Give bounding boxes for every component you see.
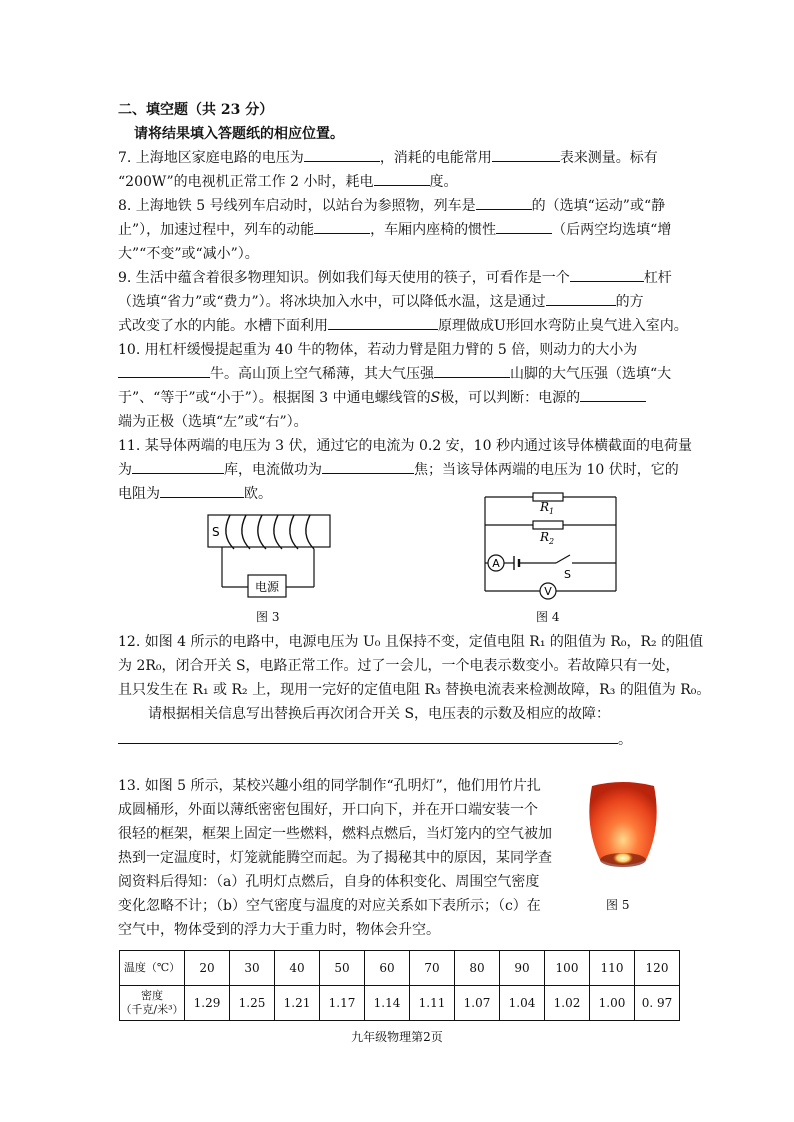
text: 欧。 xyxy=(244,486,272,502)
temperature-cell: 120 xyxy=(635,951,680,986)
question-10-line-3 xyxy=(118,388,646,408)
temperature-cell: 30 xyxy=(230,951,275,986)
answer-blank[interactable] xyxy=(160,484,244,498)
temperature-cell: 70 xyxy=(410,951,455,986)
figure-5-sky-lantern-image xyxy=(578,778,668,878)
temperature-density-table xyxy=(119,950,680,1021)
text: 8. 上海地铁 5 号线列车启动时，以站台为参照物，列车是 xyxy=(118,198,476,214)
switch-s-label: S xyxy=(564,568,571,581)
resistor-r2 xyxy=(533,521,563,529)
text: 7. 上海地区家庭电路的电压为 xyxy=(118,150,304,166)
density-cell: 1.29 xyxy=(185,986,230,1021)
question-10-line-2 xyxy=(118,364,671,384)
text: “200W”的电视机正常工作 2 小时，耗电 xyxy=(118,174,374,190)
text: 牛。高山顶上空气稀薄，其大气压强 xyxy=(210,366,434,382)
density-cell: 1.02 xyxy=(545,986,590,1021)
text: 杠杆 xyxy=(643,270,672,286)
question-13-line-2: 成圆桶形，外面以薄纸密密包围好，开口向下，并在开口端安装一个 xyxy=(118,802,538,818)
question-10-line-1: 10. 用杠杆缓慢提起重为 40 牛的物体，若动力臂是阻力臂的 5 倍，则动力的大小为 xyxy=(118,342,638,358)
question-12-line-2: 为 2R₀，闭合开关 S，电路正常工作。过了一会儿，一个电表示数变小。若故障只有一处， xyxy=(118,658,680,674)
question-8-line-2 xyxy=(118,220,671,240)
temperature-cell: 40 xyxy=(275,951,320,986)
text: 的方 xyxy=(615,294,644,310)
temperature-cell: 80 xyxy=(455,951,500,986)
section-instruction: 请将结果填入答题纸的相应位置。 xyxy=(134,126,344,142)
pole-letter: S xyxy=(430,390,441,406)
text: 为 xyxy=(118,462,132,478)
answer-blank[interactable] xyxy=(546,292,616,306)
solenoid-coil xyxy=(226,515,314,549)
symbol: R xyxy=(540,500,550,514)
density-cell: 1.04 xyxy=(500,986,545,1021)
question-13-line-1: 13. 如图 5 所示，某校兴趣小组的同学制作“孔明灯”，他们用竹片扎 xyxy=(118,778,541,794)
text: 库，电流做功为 xyxy=(224,462,322,478)
answer-blank[interactable] xyxy=(322,460,414,474)
lantern-flame xyxy=(613,852,633,864)
answer-blank[interactable] xyxy=(304,148,380,162)
text: ，车厢内座椅的惯性 xyxy=(370,222,497,238)
density-header xyxy=(120,986,185,1021)
table-row-temperature xyxy=(120,951,680,986)
density-cell: 1.11 xyxy=(410,986,455,1021)
text: 。 xyxy=(618,732,632,748)
question-8-line-3: 大”“不变”或“减小”）。 xyxy=(118,246,259,262)
figure-4-circuit-diagram xyxy=(478,487,623,607)
question-12-line-3: 且只发生在 R₁ 或 R₂ 上，现用一完好的定值电阻 R₃ 替换电流表来检测故障，R₃ 的阻值为 R₀。 xyxy=(118,682,711,698)
density-cell: 1.00 xyxy=(590,986,635,1021)
density-cell: 1.25 xyxy=(230,986,275,1021)
text: 原理做成U形回水弯防止臭气进入室内。 xyxy=(438,318,688,334)
figure-4-caption: 图 4 xyxy=(536,610,560,624)
text: （千克/米³） xyxy=(120,1003,184,1016)
answer-blank[interactable] xyxy=(328,316,438,330)
question-13-line-5: 阅资料后得知：（a）孔明灯点燃后，自身的体积变化、周围空气密度 xyxy=(118,874,540,890)
text: 山脚的大气压强（选填“大 xyxy=(510,366,672,382)
answer-blank[interactable] xyxy=(434,364,510,378)
answer-blank[interactable] xyxy=(374,172,430,186)
answer-blank[interactable] xyxy=(132,460,224,474)
question-13-line-6: 变化忽略不计；（b）空气密度与温度的对应关系如下表所示；（c）在 xyxy=(118,898,541,914)
question-12-line-4: 请根据相关信息写出替换后再次闭合开关 S，电压表的示数及相应的故障： xyxy=(148,706,611,722)
question-10-line-4: 端为正极（选填“左”或“右”）。 xyxy=(118,414,308,430)
question-11-line-1: 11. 某导体两端的电压为 3 伏，通过它的电流为 0.2 安，10 秒内通过该导体横截面的电荷量 xyxy=(118,438,692,454)
resistor-r1-label xyxy=(539,500,554,516)
question-11-line-2 xyxy=(118,460,679,480)
text: 极，可以判断：电源的 xyxy=(440,390,581,406)
answer-blank[interactable] xyxy=(118,364,210,378)
text: （选填“省力”或“费力”）。将冰块加入水中，可以降低水温，这是通过 xyxy=(118,294,546,310)
temperature-cell: 100 xyxy=(545,951,590,986)
text: （后两空均选填“增 xyxy=(552,222,672,238)
section-title: 二、填空题（共 23 分） xyxy=(118,102,274,118)
question-11-line-3 xyxy=(118,484,272,504)
question-9-line-1 xyxy=(118,268,672,288)
pole-s-label: S xyxy=(212,525,220,539)
text: 止”），加速过程中，列车的动能 xyxy=(118,222,315,238)
switch-s xyxy=(556,555,570,563)
temperature-header: 温度（℃） xyxy=(120,951,185,986)
answer-blank[interactable] xyxy=(118,730,618,744)
text: ，消耗的电能常用 xyxy=(379,150,492,166)
text: 9. 生活中蕴含着很多物理知识。例如我们每天使用的筷子，可看作是一个 xyxy=(118,270,570,286)
temperature-cell: 50 xyxy=(320,951,365,986)
table-row-density xyxy=(120,986,680,1021)
question-8-line-1 xyxy=(118,196,665,216)
text: 度。 xyxy=(429,174,458,190)
power-source-label: 电源 xyxy=(254,580,280,594)
temperature-cell: 90 xyxy=(500,951,545,986)
subscript: 1 xyxy=(549,507,555,516)
text: 式改变了水的内能。水槽下面利用 xyxy=(118,318,328,334)
text: 表来测量。标有 xyxy=(559,150,658,166)
question-13-line-4: 热到一定温度时，灯笼就能腾空而起。为了揭秘其中的原因，某同学查 xyxy=(118,850,552,866)
figure-3-caption: 图 3 xyxy=(256,610,280,624)
resistor-r2-label xyxy=(539,530,554,546)
text: 的（选填“运动”或“静 xyxy=(531,198,666,214)
density-cell: 1.17 xyxy=(320,986,365,1021)
text: 焦；当该导体两端的电压为 10 伏时，它的 xyxy=(414,462,679,478)
subscript: 2 xyxy=(549,537,555,546)
question-13-line-7: 空气中，物体受到的浮力大于重力时，物体会升空。 xyxy=(118,922,440,938)
question-13-line-3: 很轻的框架，框架上固定一些燃料，燃料点燃后，当灯笼内的空气被加 xyxy=(118,826,552,842)
density-cell: 1.07 xyxy=(455,986,500,1021)
text: 于”、“等于”或“小于”）。根据图 3 中通电螺线管的 xyxy=(118,390,431,406)
density-cell: 1.14 xyxy=(365,986,410,1021)
temperature-cell: 110 xyxy=(590,951,635,986)
question-9-line-3 xyxy=(118,316,688,336)
answer-blank[interactable] xyxy=(492,148,560,162)
ammeter-label: A xyxy=(492,557,500,570)
temperature-cell: 60 xyxy=(365,951,410,986)
answer-blank[interactable] xyxy=(580,388,646,402)
text: 电阻为 xyxy=(118,486,160,502)
answer-blank[interactable] xyxy=(570,268,644,282)
question-12-line-1: 12. 如图 4 所示的电路中，电源电压为 U₀ 且保持不变，定值电阻 R₁ 的阻值为 R₀，R₂ 的阻值 xyxy=(118,634,704,650)
figure-5-caption: 图 5 xyxy=(606,898,630,912)
answer-blank[interactable] xyxy=(314,220,370,234)
density-cell: 0. 97 xyxy=(635,986,680,1021)
answer-blank[interactable] xyxy=(476,196,532,210)
question-9-line-2 xyxy=(118,292,644,312)
page-footer: 九年级物理第2页 xyxy=(351,1030,443,1044)
question-12-answer-line xyxy=(118,730,632,750)
answer-blank[interactable] xyxy=(496,220,552,234)
temperature-cell: 20 xyxy=(185,951,230,986)
text: 密度 xyxy=(141,989,163,1002)
question-7-line-2 xyxy=(118,172,458,192)
symbol: R xyxy=(540,530,550,544)
voltmeter-label: V xyxy=(544,585,552,598)
figure-3-solenoid-diagram xyxy=(200,505,340,605)
question-7-line-1 xyxy=(118,148,658,168)
density-cell: 1.21 xyxy=(275,986,320,1021)
